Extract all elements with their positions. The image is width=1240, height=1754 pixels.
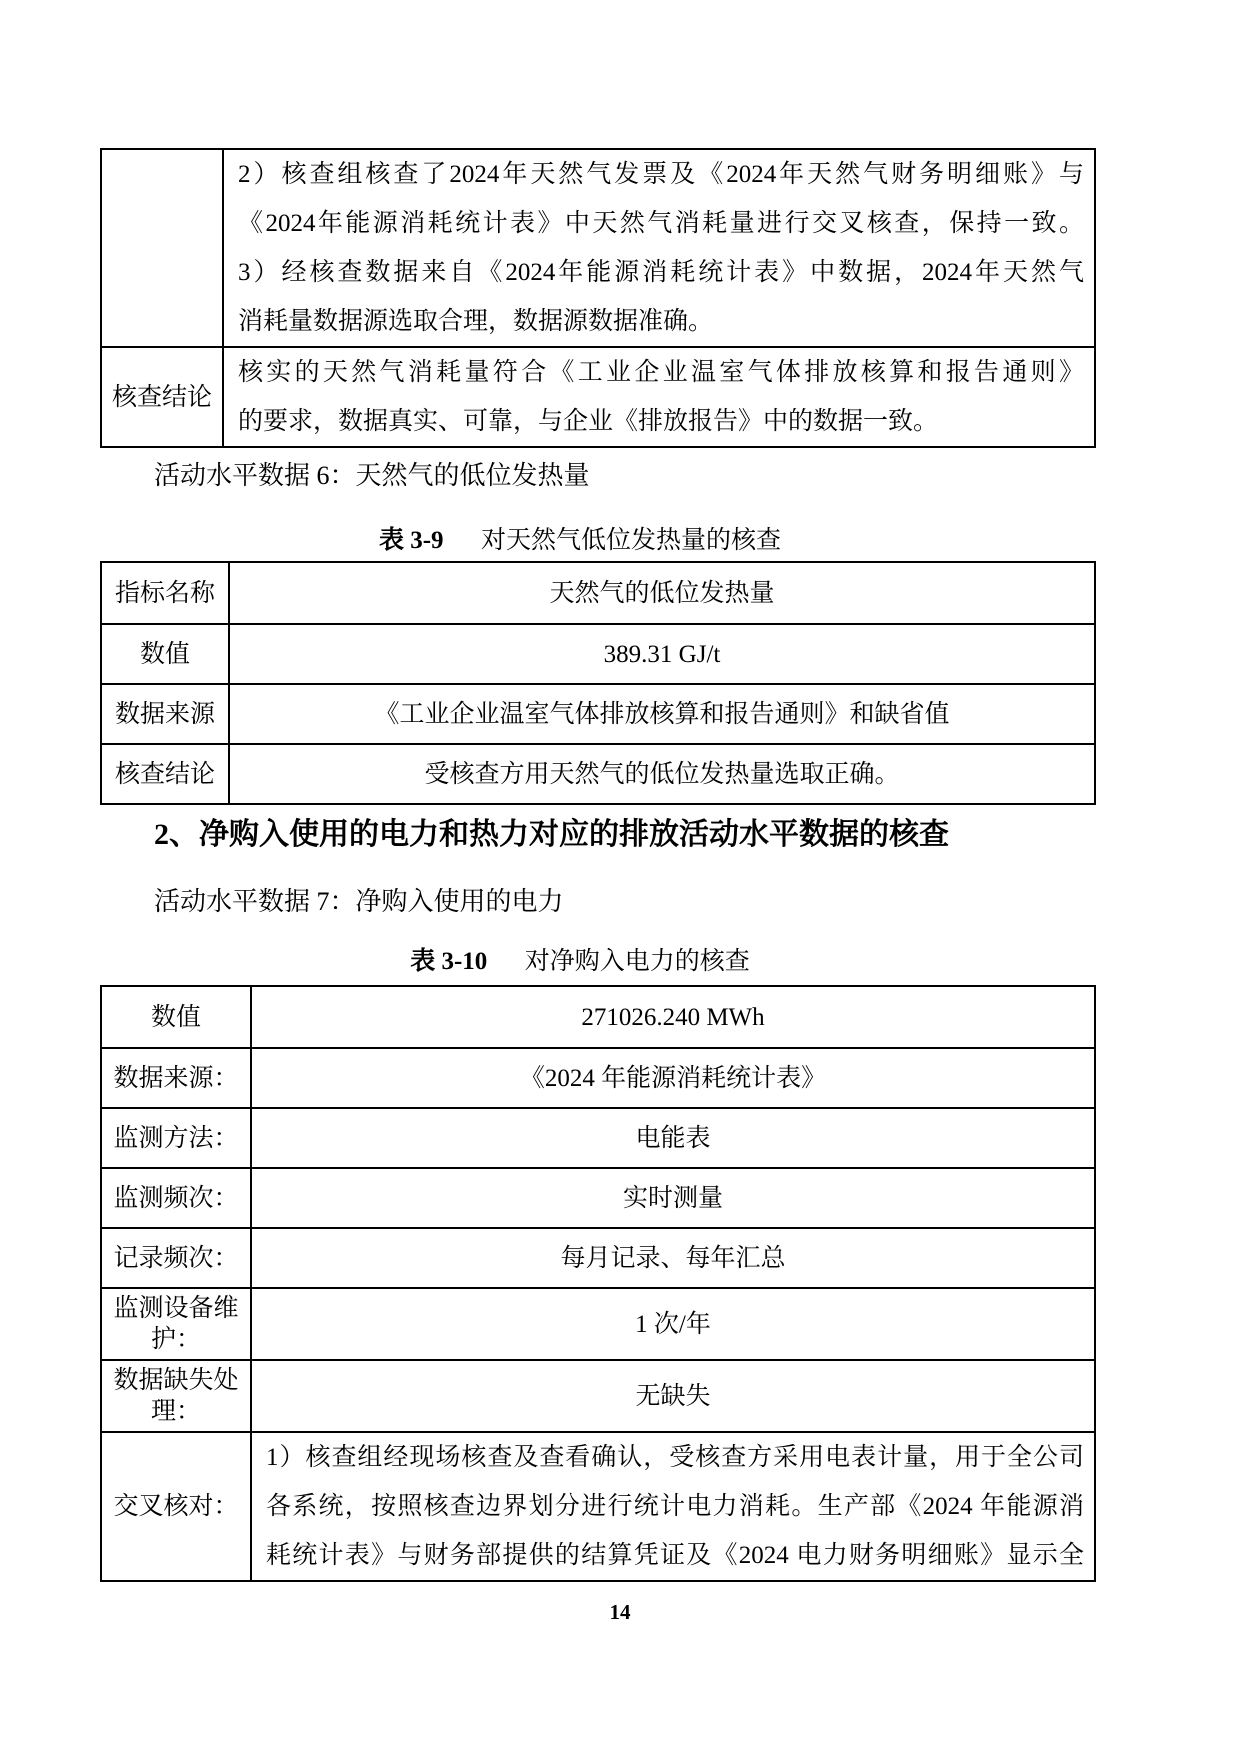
table-row bbox=[102, 1359, 1094, 1431]
row-value-cell: 271026.240 MWh bbox=[581, 1003, 765, 1031]
text-line: 核实的天然气消耗量符合《工业企业温室气体排放核算和报告通则》 bbox=[238, 359, 1084, 386]
findings-cell bbox=[224, 150, 1094, 346]
table-row bbox=[102, 1167, 1094, 1227]
activity-data-7-heading: 活动水平数据 7：净购入使用的电力 bbox=[154, 887, 564, 916]
row-label-cell: 核查结论 bbox=[102, 348, 224, 446]
row-value-cell: 电能表 bbox=[635, 1124, 711, 1152]
row-label-cell: 监测设备维护： bbox=[102, 1289, 252, 1359]
table-row bbox=[102, 1227, 1094, 1287]
row-value-cell: 《工业企业温室气体排放核算和报告通则》和缺省值 bbox=[374, 700, 950, 728]
table-row bbox=[102, 743, 1094, 803]
text-line: 耗统计表》与财务部提供的结算凭证及《2024 电力财务明细账》显示全 bbox=[266, 1542, 1084, 1569]
row-label-cell: 数值 bbox=[102, 625, 230, 683]
gas-consumption-verification-table bbox=[100, 148, 1096, 448]
table-3-10-caption-number: 表 3-10 bbox=[410, 948, 488, 975]
text-line: 《2024年能源消耗统计表》中天然气消耗量进行交叉核查，保持一致。 bbox=[238, 210, 1084, 237]
table-3-9-caption-title: 对天然气低位发热量的核查 bbox=[481, 527, 782, 554]
text-line: 1）核查组经现场核查及查看确认，受核查方采用电表计量，用于全公司 bbox=[266, 1444, 1084, 1471]
row-label-cell-empty bbox=[102, 150, 224, 346]
table-3-10-caption bbox=[100, 948, 1060, 976]
table-row bbox=[102, 1107, 1094, 1167]
table-row bbox=[102, 987, 1094, 1047]
row-label-cell: 监测频次： bbox=[102, 1169, 252, 1227]
table-3-9 bbox=[100, 561, 1096, 805]
table-3-10-caption-title: 对净购入电力的核查 bbox=[524, 948, 750, 975]
text-line: 各系统，按照核查边界划分进行统计电力消耗。生产部《2024 年能源消 bbox=[266, 1493, 1084, 1520]
table-row bbox=[102, 563, 1094, 623]
row-label-cell: 数据来源： bbox=[102, 1049, 252, 1107]
table-row bbox=[102, 1047, 1094, 1107]
table-row bbox=[102, 346, 1094, 446]
row-value-cell: 389.31 GJ/t bbox=[603, 640, 721, 668]
table-3-9-caption bbox=[100, 527, 1060, 555]
text-line: 3）经核查数据来自《2024年能源消耗统计表》中数据，2024年天然气 bbox=[238, 259, 1084, 286]
page-number: 14 bbox=[609, 1600, 631, 1624]
table-row bbox=[102, 623, 1094, 683]
table-3-9-caption-number: 表 3-9 bbox=[378, 527, 444, 554]
row-value-cell: 《2024 年能源消耗统计表》 bbox=[519, 1064, 827, 1092]
row-value-cell: 无缺失 bbox=[635, 1382, 711, 1410]
section-2-heading: 2、净购入使用的电力和热力对应的排放活动水平数据的核查 bbox=[154, 818, 949, 851]
activity-data-6-heading: 活动水平数据 6：天然气的低位发热量 bbox=[154, 461, 590, 490]
row-value-cell: 天然气的低位发热量 bbox=[549, 579, 775, 607]
row-value-cell: 受核查方用天然气的低位发热量选取正确。 bbox=[424, 760, 900, 788]
text-line: 消耗量数据源选取合理，数据源数据准确。 bbox=[238, 308, 714, 335]
row-value-cell: 实时测量 bbox=[622, 1184, 723, 1212]
table-row bbox=[102, 1287, 1094, 1359]
text-line: 的要求，数据真实、可靠，与企业《排放报告》中的数据一致。 bbox=[238, 408, 939, 435]
row-label-cell: 数据来源 bbox=[102, 685, 230, 743]
row-value-cell: 1 次/年 bbox=[635, 1310, 711, 1338]
text-line: 2）核查组核查了2024年天然气发票及《2024年天然气财务明细账》与 bbox=[238, 161, 1084, 188]
row-label-cell: 核查结论 bbox=[102, 745, 230, 803]
row-value-cell: 每月记录、每年汇总 bbox=[560, 1244, 786, 1272]
conclusion-cell bbox=[224, 348, 1094, 446]
row-label-cell: 监测方法： bbox=[102, 1109, 252, 1167]
row-label-cell: 数据缺失处理： bbox=[102, 1361, 252, 1431]
table-row bbox=[102, 150, 1094, 346]
row-label-cell: 记录频次： bbox=[102, 1229, 252, 1287]
table-row bbox=[102, 1431, 1094, 1580]
row-label-cell: 数值 bbox=[102, 987, 252, 1047]
row-label-cell: 指标名称 bbox=[102, 563, 230, 623]
table-3-10 bbox=[100, 985, 1096, 1582]
row-label-cell: 交叉核对： bbox=[102, 1433, 252, 1580]
table-row bbox=[102, 683, 1094, 743]
cross-check-cell bbox=[252, 1433, 1094, 1580]
